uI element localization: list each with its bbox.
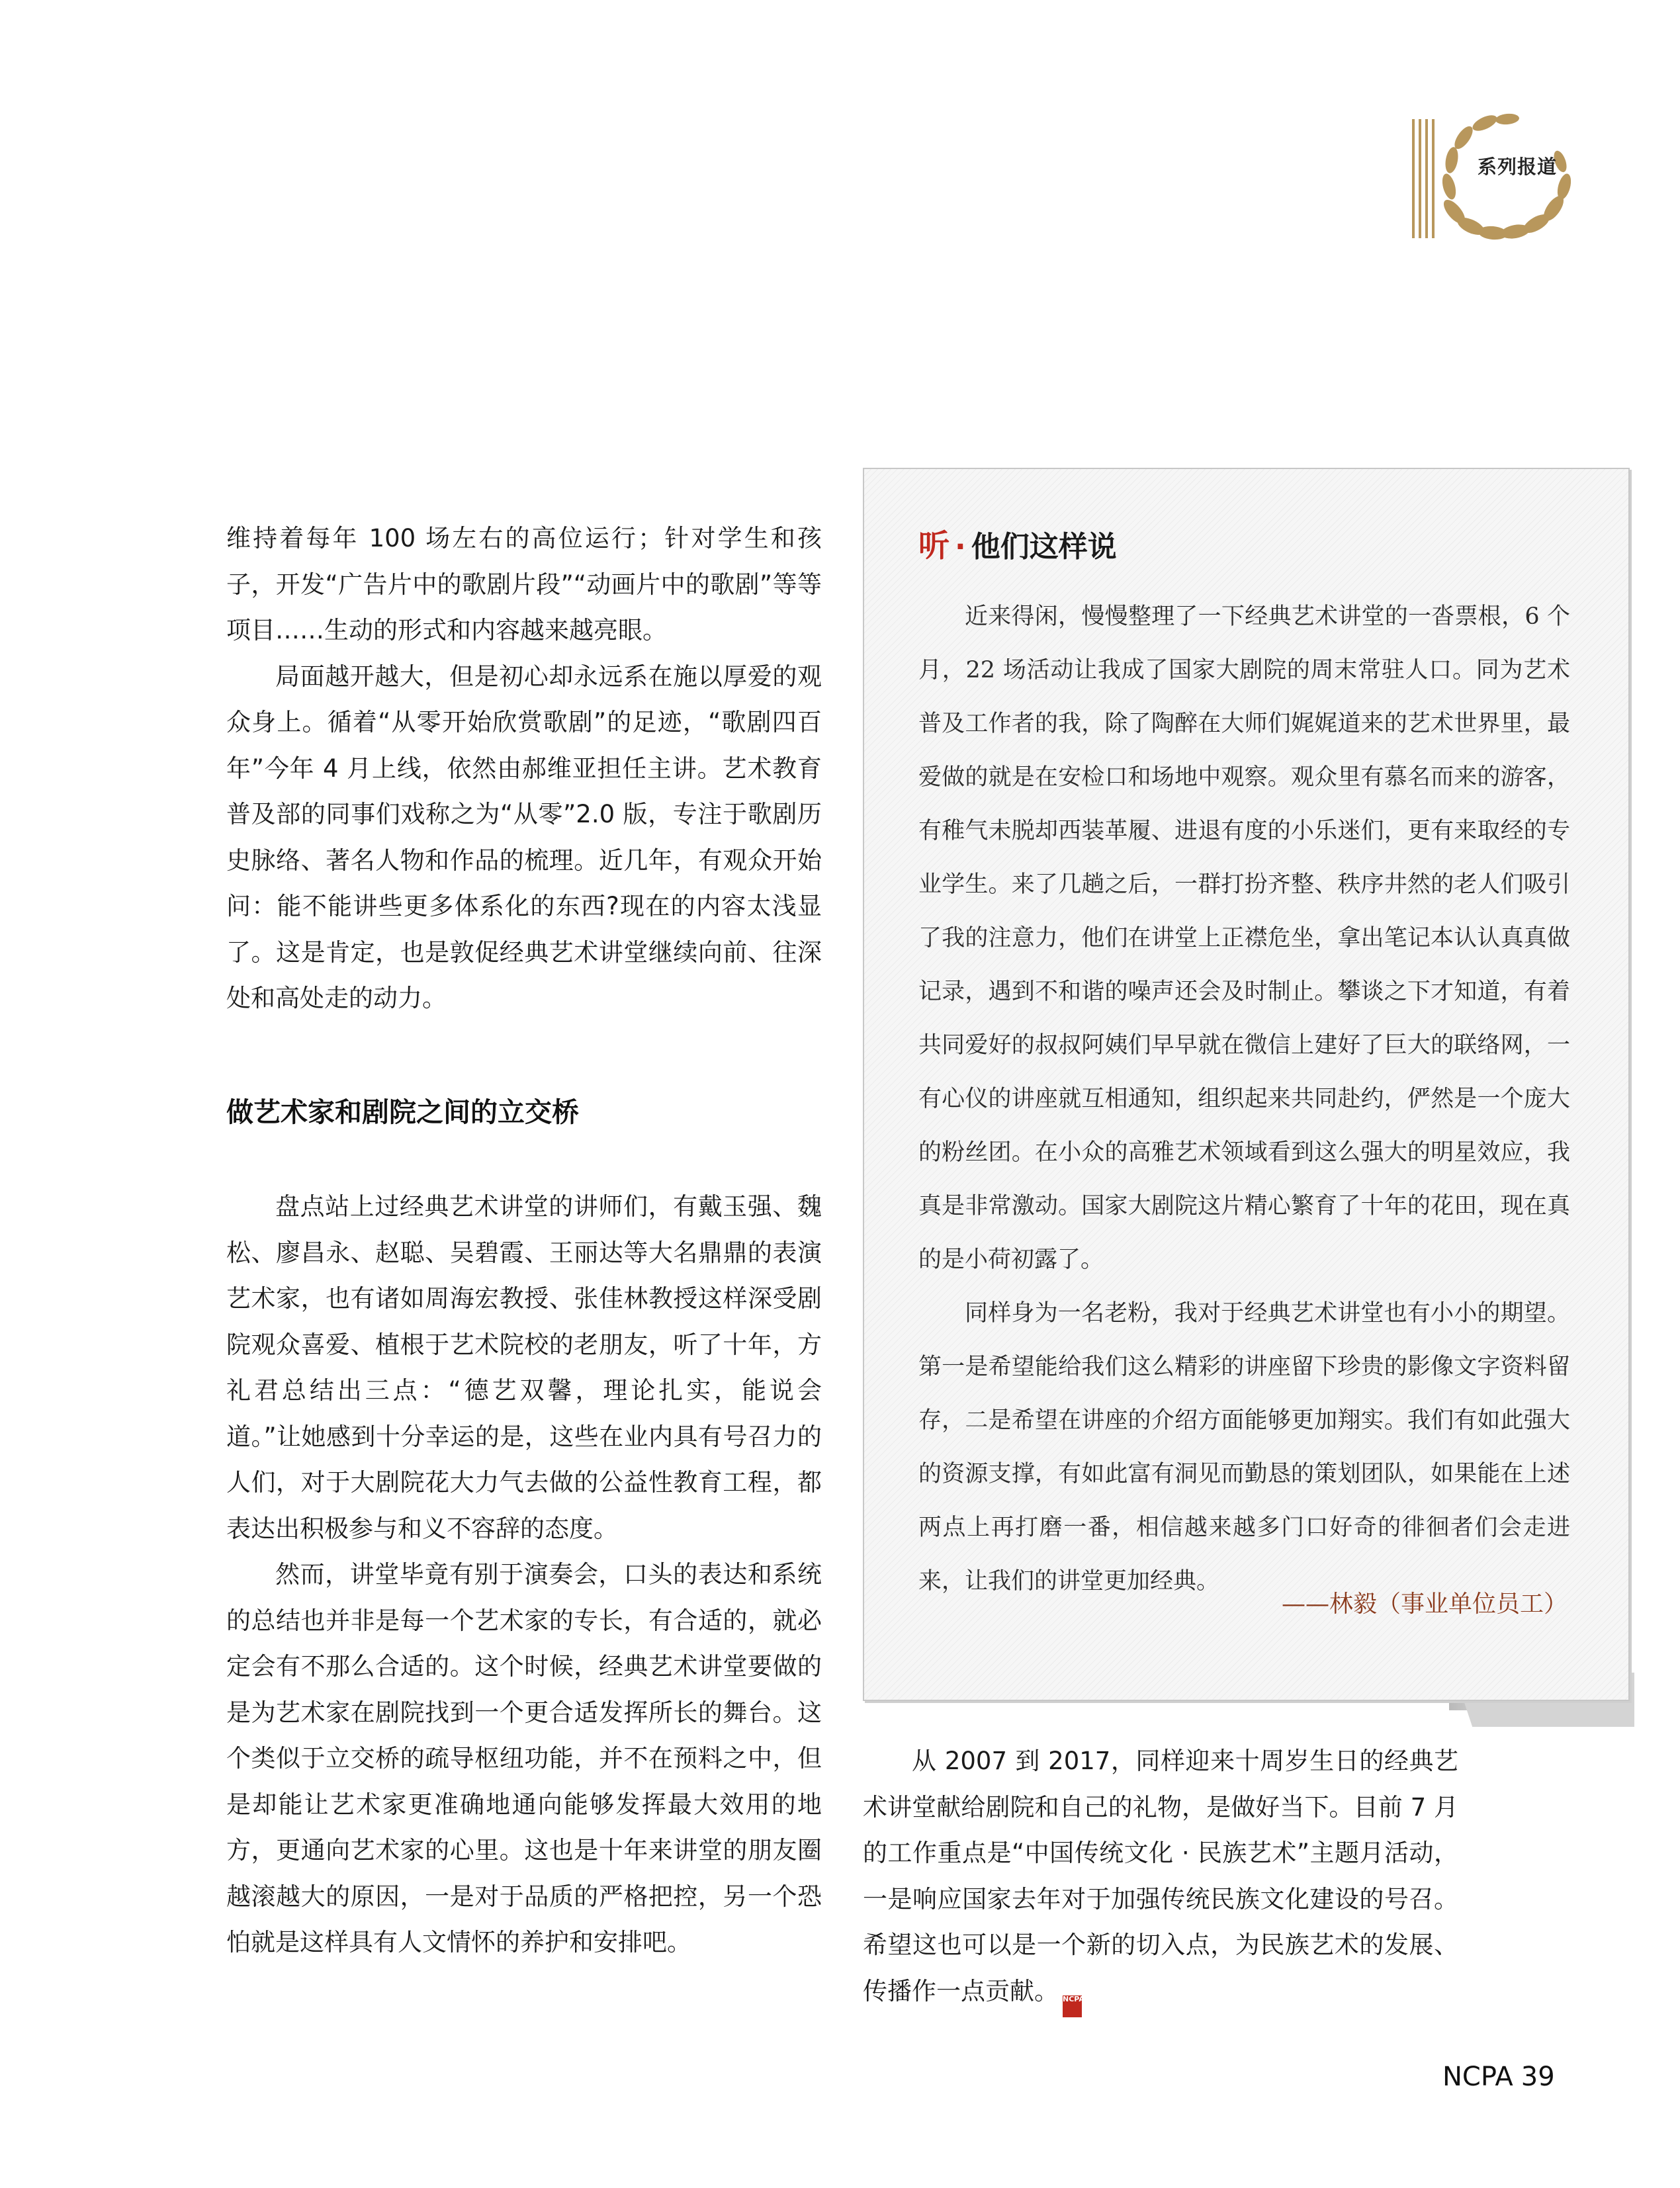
section-paragraph: 盘点站上过经典艺术讲堂的讲师们，有戴玉强、魏松、廖昌永、赵聪、吴碧霞、王丽达等大名鼎鼎的表演艺术家，也有诸如周海宏教授、张佳林教授这样深受剧院观众喜爱、植根于艺术院校的老朋友，听了十年，方礼君总结出三点：“德艺双馨，理论扎实，能说会道。”让她感到十分幸运的是，这些在业内具有号召力的人们，对于大剧院花大力气去做的公益性教育工程，都表达出积极参与和义不容辞的态度。: [226, 1192, 822, 1543]
quote-paragraph: 近来得闲，慢慢整理了一下经典艺术讲堂的一沓票根，6 个月，22 场活动让我成了国家大剧院的周末常驻人口。同为艺术普及工作者的我，除了陶醉在大师们娓娓道来的艺术世界里，最爱做的就是在安检口和场地中观察。观众里有慕名而来的游客，有稚气未脱却西装革履、进退有度的小乐迷们，更有来取经的专业学生。来了几趟之后，一群打扮齐整、秩序井然的老人们吸引了我的注意力，他们在讲堂上正襟危坐，拿出笔记本认认真真做记录，遇到不和谐的噪声还会及时制止。攀谈之下才知道，有着共同爱好的叔叔阿姨们早早就在微信上建好了巨大的联络网，一有心仪的讲座就互相通知，组织起来共同赴约，俨然是一个庞大的粉丝团。在小众的高雅艺术领域看到这么强大的明星效应，我真是非常激动。国家大剧院这片精心繁育了十年的花田，现在真的是小荷初露了。: [918, 603, 1570, 1273]
section-body: [226, 1184, 822, 1966]
closing-paragraph: [863, 1738, 1458, 2017]
quote-paragraph: 同样身为一名老粉，我对于经典艺术讲堂也有小小的期望。第一是希望能给我们这么精彩的讲座留下珍贵的影像文字资料留存，二是希望在讲座的介绍方面能够更加翔实。我们有如此强大的资源支撑，有如此富有洞见而勤恳的策划团队，如果能在上述两点上再打磨一番，相信越来越多门口好奇的徘徊者们会走进来，让我们的讲堂更加经典。: [918, 1300, 1570, 1595]
quote-heading: [918, 521, 1117, 566]
quote-body: [918, 590, 1570, 1608]
closing-paragraph-text: 从 2007 到 2017，同样迎来十周岁生日的经典艺术讲堂献给剧院和自己的礼物，是做好当下。目前 7 月的工作重点是“中国传统文化 · 民族艺术”主题月活动，一是响应国家去年对于加强传统民族文化建设的号召。希望这也可以是一个新的切入点，为民族艺术的发展、传播作一点贡献。: [863, 1747, 1458, 2005]
section-title: 做艺术家和剧院之间的立交桥: [226, 1096, 579, 1128]
intro-paragraph: 维持着每年 100 场左右的高位运行；针对学生和孩子，开发“广告片中的歌剧片段”“动画片中的歌剧”等等项目……生动的形式和内容越来越亮眼。: [226, 524, 822, 644]
end-mark-icon: NCPA: [1063, 1995, 1082, 2017]
intro-paragraph: 局面越开越大，但是初心却永远系在施以厚爱的观众身上。循着“从零开始欣赏歌剧”的足迹，“歌剧四百年”今年 4 月上线，依然由郝维亚担任主讲。艺术教育普及部的同事们戏称之为“从零”2.0 版，专注于歌剧历史脉络、著名人物和作品的梳理。近几年，有观众开始问：能不能讲些更多体系化的东西?现在的内容太浅显了。这是肯定，也是敦促经典艺术讲堂继续向前、往深处和高处走的动力。: [226, 662, 822, 1012]
quote-signature: ——林毅（事业单位员工）: [1281, 1591, 1568, 1618]
page-footer: [1442, 2062, 1555, 2092]
section-paragraph: 然而，讲堂毕竟有别于演奏会，口头的表达和系统的总结也并非是每一个艺术家的专长，有合适的，就必定会有不那么合适的。这个时候，经典艺术讲堂要做的是为艺术家在剧院找到一个更合适发挥所长的舞台。这个类似于立交桥的疏导枢纽功能，并不在预料之中，但是却能让艺术家更准确地通向能够发挥最大效用的地方，更通向艺术家的心里。这也是十年来讲堂的朋友圈越滚越大的原因，一是对于品质的严格把控，另一个恐怕就是这样具有人文情怀的养护和安排吧。: [226, 1560, 822, 1956]
series-report-label: 系列报道: [1478, 155, 1558, 178]
quote-heading-text: 他们这样说: [971, 530, 1117, 564]
article-closing: [863, 1738, 1458, 2017]
quote-heading-char: 听: [918, 528, 950, 564]
quote-heading-dot: ·: [955, 530, 966, 564]
page-number: 39: [1521, 2062, 1555, 2092]
article-left-column: [226, 515, 822, 1022]
quote-box: [863, 468, 1630, 1701]
footer-brand: NCPA: [1442, 2062, 1513, 2092]
series-logo: [1408, 112, 1587, 245]
